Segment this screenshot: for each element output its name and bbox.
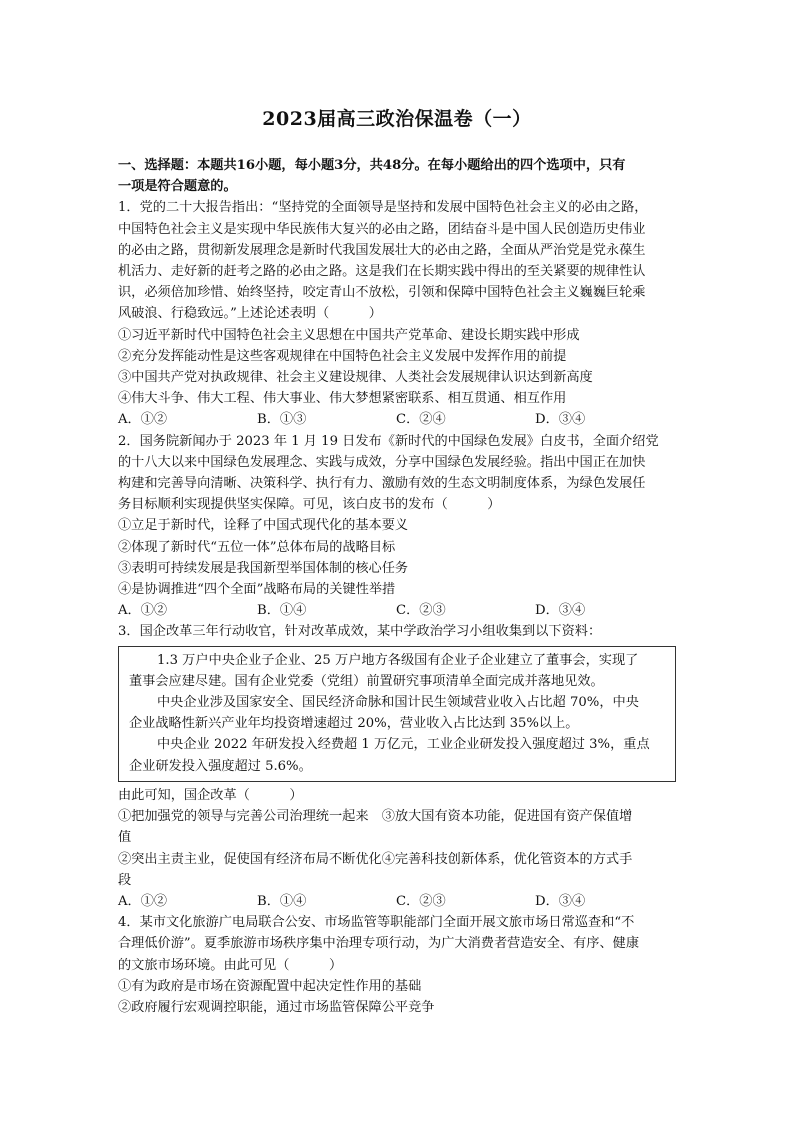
exam-content	[118, 155, 678, 1018]
section-heading	[118, 155, 678, 197]
statement-item: ②体现了新时代“五位一体”总体布局的战略目标	[118, 539, 396, 555]
question-stem-line: 合理低价游”。夏季旅游市场秩序集中治理专项行动，为广大消费者营造安全、有序、健康	[118, 936, 640, 952]
option-d: D．③④	[535, 893, 586, 909]
question-1	[118, 197, 678, 430]
material-line: 中央企业涉及国家安全、国民经济命脉和国计民生领域营业收入占比超 70%，中央	[157, 695, 639, 711]
option-a: A．①②	[118, 412, 168, 428]
material-line: 1.3 万户中央企业子企业、25 万户地方各级国有企业子企业建立了董事会，实现了	[157, 652, 639, 668]
option-d: D．③④	[535, 412, 586, 428]
option-b: B．①③	[257, 412, 307, 428]
statement-item: ④是协调推进“四个全面”战略布局的关键性举措	[118, 582, 396, 598]
statement-item: ③中国共产党对执政规律、社会主义建设规律、人类社会发展规律认识达到新高度	[118, 370, 593, 386]
question-stem-line: 机活力、走好新的赶考之路的必由之路。这是我们在长期实践中得出的至关紧要的规律性认	[118, 264, 646, 280]
question-stem-line: 识，必须倍加珍惜、始终坚持，咬定青山不放松，引领和保障中国特色社会主义巍巍巨轮乘	[118, 285, 646, 301]
question-stem-line: 的十八大以来中国绿色发展理念、实践与成效，分享中国绿色发展经验。指出中国正在加快	[118, 454, 646, 470]
statement-item: ②政府履行宏观调控职能，通过市场监管保障公平竞争	[118, 999, 435, 1015]
option-a: A．①②	[118, 603, 168, 619]
question-stem-line: 的必由之路，贯彻新发展理念是新时代我国发展壮大的必由之路，全面从严治党是党永葆生	[118, 242, 646, 258]
statement-item: ③表明可持续发展是我国新型举国体制的核心任务	[118, 560, 409, 576]
question-stem-line: 4．某市文化旅游广电局联合公安、市场监管等职能部门全面开展文旅市场日常巡查和“不	[118, 915, 635, 931]
material-line: 企业战略性新兴产业年均投资增速超过 20%，营业收入占比达到 35%以上。	[129, 716, 579, 732]
question-prompt: 由此可知，国企改革（ ）	[118, 787, 303, 803]
question-stem-line: 的文旅市场环境。由此可见（ ）	[118, 957, 343, 973]
option-d: D．③④	[535, 603, 586, 619]
question-stem-line: 2．国务院新闻办于 2023 年 1 月 19 日发布《新时代的中国绿色发展》白皮书，全面介绍党	[118, 433, 659, 449]
statement-item: ②充分发挥能动性是这些客观规律在中国特色社会主义发展中发挥作用的前提	[118, 348, 567, 364]
option-b: B．①④	[257, 603, 307, 619]
statement-item: ①把加强党的领导与完善公司治理统一起来 ③放大国有资本功能，促进国有资产保值增	[118, 809, 633, 825]
question-stem-line: 1．党的二十大报告指出：“坚持党的全面领导是坚持和发展中国特色社会主义的必由之路，	[118, 200, 648, 216]
question-stem-line: 务目标顺利实现提供坚实保障。可见，该白皮书的发布（ ）	[118, 497, 501, 513]
answer-options	[118, 409, 678, 430]
question-2	[118, 431, 678, 622]
statement-item-continued: 段	[118, 872, 132, 888]
question-stem-line: 中国特色社会主义是实现中华民族伟大复兴的必由之路，团结奋斗是中国人民创造历史伟业	[118, 221, 646, 237]
answer-options	[118, 891, 678, 912]
question-4	[118, 912, 678, 1018]
material-box	[118, 646, 676, 782]
answer-options	[118, 600, 678, 621]
section-heading-line: 一、选择题：本题共16小题，每小题3分，共48分。在每小题给出的四个选项中，只有	[118, 158, 626, 173]
material-line: 董事会应建尽建。国有企业党委（党组）前置研究事项清单全面完成并落地见效。	[129, 673, 604, 689]
statement-item: ①立足于新时代，诠释了中国式现代化的基本要义	[118, 518, 409, 534]
option-c: C．②③	[396, 603, 446, 619]
question-3	[118, 621, 678, 912]
option-c: C．②④	[396, 412, 446, 428]
material-line: 中央企业 2022 年研发投入经费超 1 万亿元，工业企业研发投入强度超过 3%，重点	[157, 737, 650, 753]
statement-item: ①有为政府是市场在资源配置中起决定性作用的基础	[118, 978, 422, 994]
statement-item: ①习近平新时代中国特色社会主义思想在中国共产党革命、建设长期实践中形成	[118, 327, 580, 343]
statement-item: ④伟大斗争、伟大工程、伟大事业、伟大梦想紧密联系、相互贯通、相互作用	[118, 391, 567, 407]
section-heading-line: 一项是符合题意的。	[118, 179, 237, 195]
option-a: A．①②	[118, 893, 168, 909]
material-line: 企业研发投入强度超过 5.6%。	[129, 758, 312, 774]
option-c: C．②③	[396, 893, 446, 909]
statement-item-continued: 值	[118, 830, 132, 846]
question-stem-line: 风破浪、行稳致远。”上述论述表明（ ）	[118, 306, 382, 322]
statement-item: ②突出主责主业，促使国有经济布局不断优化④完善科技创新体系，优化管资本的方式手	[118, 851, 633, 867]
option-b: B．①④	[257, 893, 307, 909]
question-stem-line: 构建和完善导向清晰、决策科学、执行有力、激励有效的生态文明制度体系，为绿色发展任	[118, 476, 646, 492]
question-stem-line: 3．国企改革三年行动收官，针对改革成效，某中学政治学习小组收集到以下资料：	[118, 624, 602, 640]
page-title: 2023届高三政治保温卷（一）	[262, 108, 532, 130]
